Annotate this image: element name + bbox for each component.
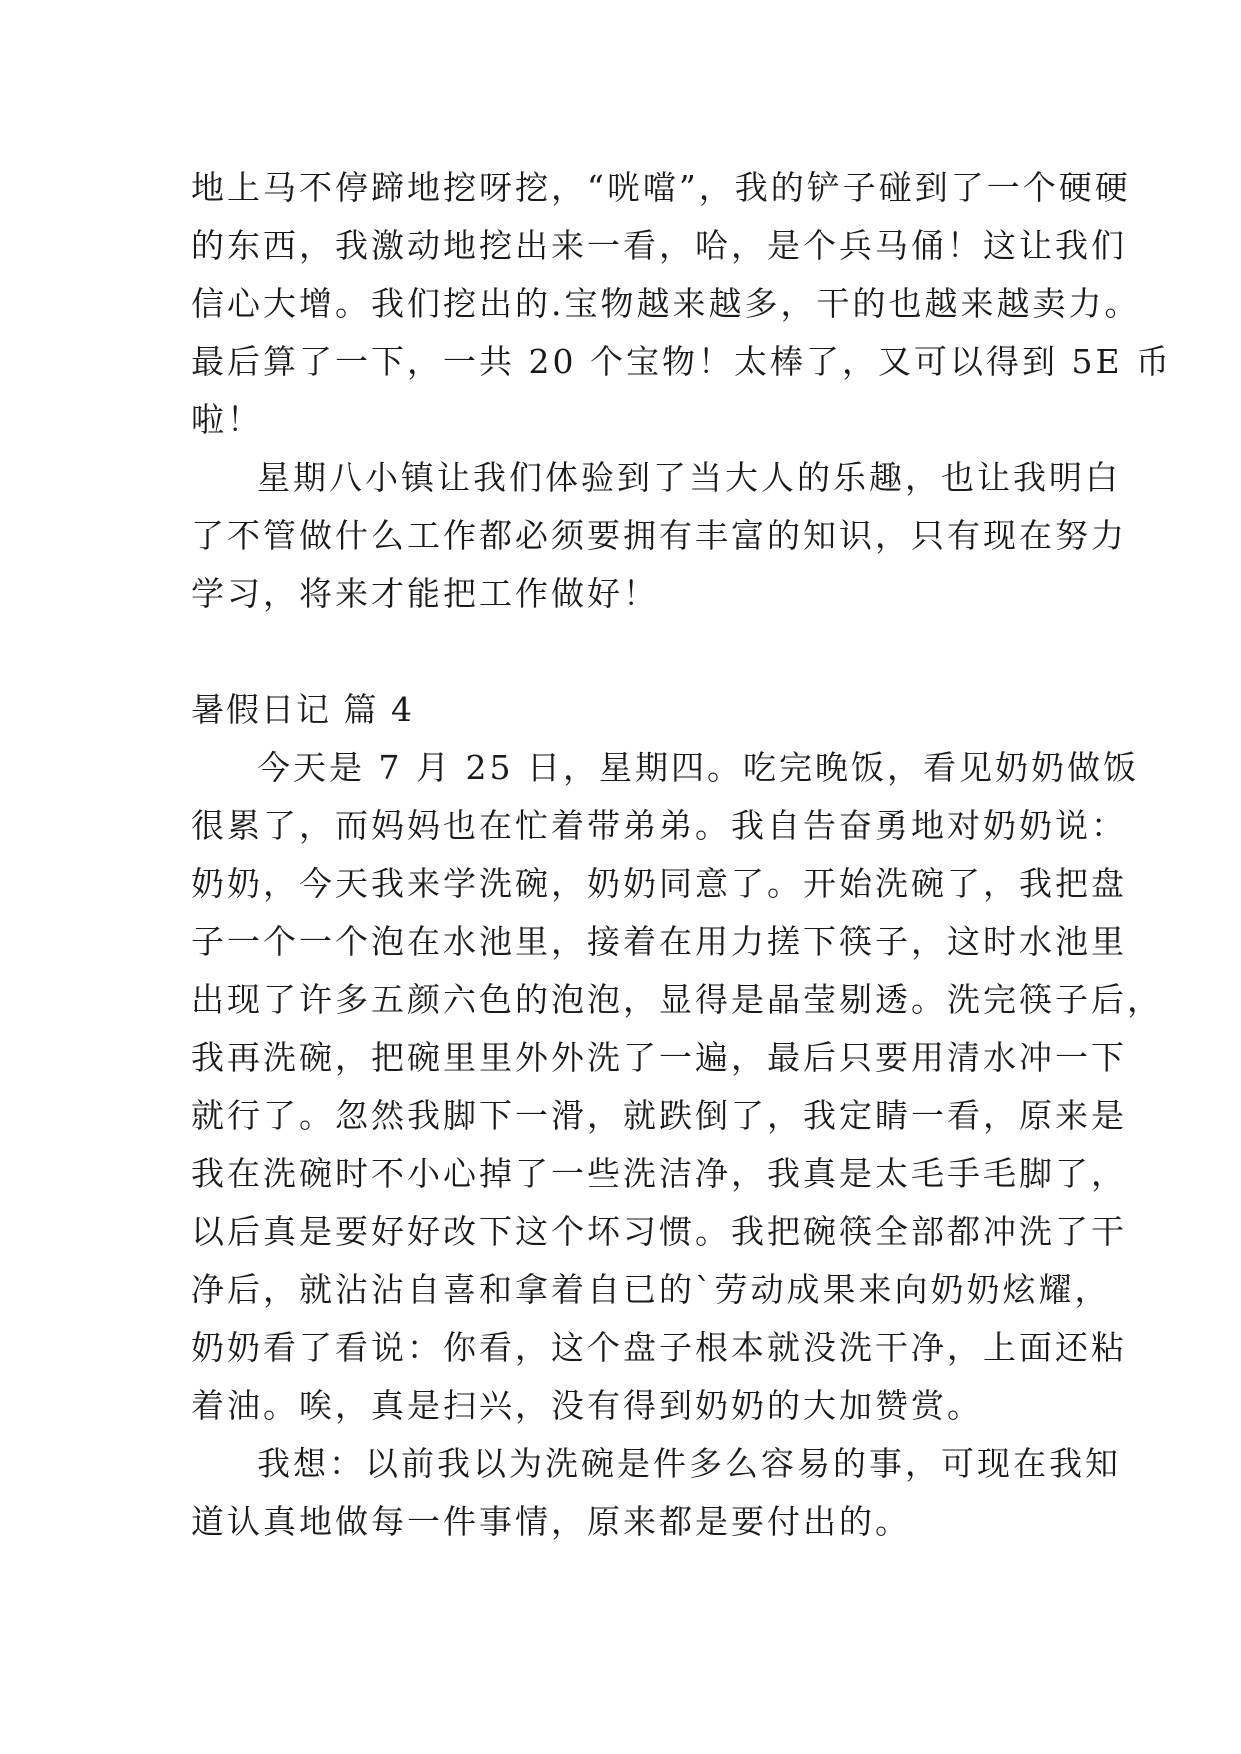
paragraph-line: 啦！ xyxy=(191,400,263,439)
paragraph-line: 很累了，而妈妈也在忙着带弟弟。我自告奋勇地对奶奶说： xyxy=(191,806,1127,845)
paragraph-line: 地上马不停蹄地挖呀挖，“咣噹”，我的铲子碰到了一个硬硬 xyxy=(191,168,1131,207)
paragraph-line: 信心大增。我们挖出的.宝物越来越多，干的也越来越卖力。 xyxy=(191,284,1141,323)
paragraph-line: 道认真地做每一件事情，原来都是要付出的。 xyxy=(191,1502,911,1541)
paragraph-line: 奶奶看了看说：你看，这个盘子根本就没洗干净，上面还粘 xyxy=(191,1328,1127,1367)
paragraph-line: 以后真是要好好改下这个坏习惯。我把碗筷全部都冲洗了干 xyxy=(191,1212,1127,1251)
paragraph-line: 我再洗碗，把碗里里外外洗了一遍，最后只要用清水冲一下 xyxy=(191,1038,1127,1077)
paragraph-line: 着油。唉，真是扫兴，没有得到奶奶的大加赞赏。 xyxy=(191,1386,983,1425)
paragraph-line: 学习，将来才能把工作做好！ xyxy=(191,574,659,613)
paragraph-line: 星期八小镇让我们体验到了当大人的乐趣，也让我明白 xyxy=(257,458,1121,497)
paragraph-line: 出现了许多五颜六色的泡泡，显得是晶莹剔透。洗完筷子后， xyxy=(191,980,1163,1019)
paragraph-line: 净后，就沾沾自喜和拿着自已的`劳动成果来向奶奶炫耀， xyxy=(191,1270,1111,1309)
paragraph-line: 的东西，我激动地挖出来一看，哈，是个兵马俑！这让我们 xyxy=(191,226,1127,265)
paragraph-line: 奶奶，今天我来学洗碗，奶奶同意了。开始洗碗了，我把盘 xyxy=(191,864,1127,903)
paragraph-line: 我在洗碗时不小心掉了一些洗洁净，我真是太毛手毛脚了， xyxy=(191,1154,1127,1193)
paragraph-line: 就行了。忽然我脚下一滑，就跌倒了，我定睛一看，原来是 xyxy=(191,1096,1127,1135)
section-title: 暑假日记 篇 4 xyxy=(191,690,414,729)
paragraph-line: 我想：以前我以为洗碗是件多么容易的事，可现在我知 xyxy=(257,1444,1121,1483)
paragraph-line: 了不管做什么工作都必须要拥有丰富的知识，只有现在努力 xyxy=(191,516,1127,555)
paragraph-line: 最后算了一下，一共 20 个宝物！太棒了，又可以得到 5E 币 xyxy=(191,342,1173,381)
paragraph-line: 今天是 7 月 25 日，星期四。吃完晚饭，看见奶奶做饭 xyxy=(257,748,1139,787)
paragraph-line: 子一个一个泡在水池里，接着在用力搓下筷子，这时水池里 xyxy=(191,922,1127,961)
